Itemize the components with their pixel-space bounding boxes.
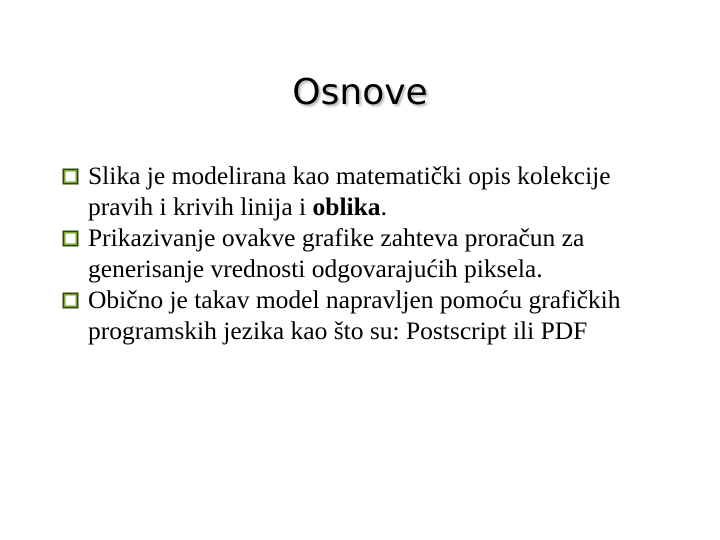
bullet-text-1-bold: oblika	[312, 192, 381, 221]
checkbox-square-icon	[62, 292, 79, 309]
checkbox-square-icon	[62, 230, 79, 247]
slide-title: Osnove	[292, 72, 428, 113]
bullet-text-1-start: Slika je modelirana kao matematički opis kolekcije pravih i krivih linija i	[88, 161, 611, 221]
bullet-item-2	[62, 222, 662, 284]
checkbox-square-icon	[62, 168, 79, 185]
bullet-text-2: Prikazivanje ovakve grafike zahteva proračun za generisanje vrednosti odgovarajućih piksela.	[88, 223, 585, 283]
bullet-item-1	[62, 160, 662, 222]
bullet-item-3	[62, 284, 662, 346]
bullet-text-3: Obično je takav model napravljen pomoću grafičkih programskih jezika kao što su: Postscript ili PDF	[88, 285, 621, 345]
bullet-list	[62, 160, 662, 346]
bullet-text-1-end: .	[380, 192, 387, 221]
